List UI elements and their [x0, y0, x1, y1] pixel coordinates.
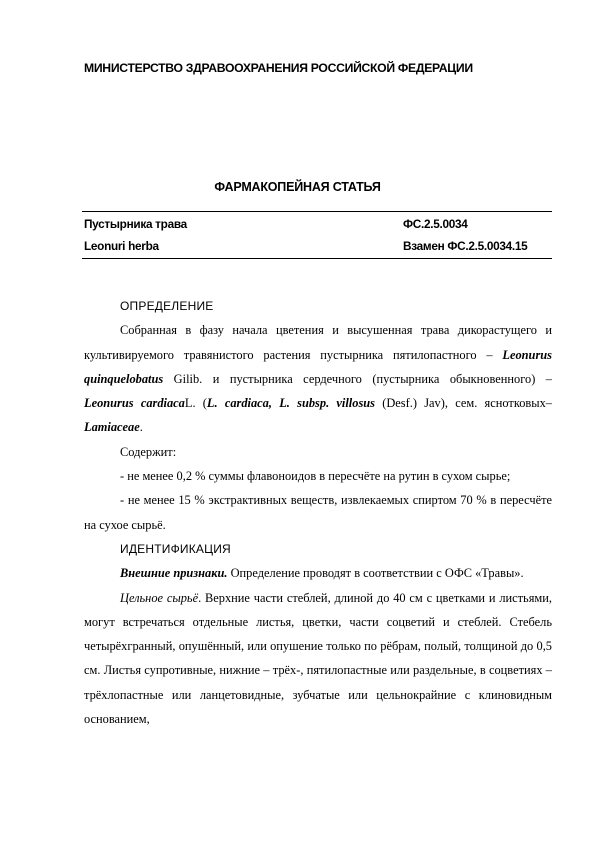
meta-row-name	[84, 217, 552, 235]
text-run: Gilib. и пустырника сердечного (пустырника обыкновенного) –	[163, 371, 552, 386]
divider-bottom	[82, 258, 552, 259]
definition-paragraph	[84, 318, 552, 439]
section-heading-identification: ИДЕНТИФИКАЦИЯ	[120, 541, 231, 556]
text-run: Собранная в фазу начала цветения и высушенная трава дикорастущего и культивируемого травянистого растения пустырника пятилопастного –	[84, 323, 552, 362]
species-name: Leonurus quinquelobatus	[84, 347, 552, 386]
text-run: (Desf.) Jav), сем. яснотковых–	[374, 396, 552, 411]
meta-row-latin	[84, 239, 552, 257]
article-body	[84, 294, 552, 731]
external-features-paragraph	[84, 561, 552, 585]
whole-raw-material-label: Цельное сырьё	[120, 590, 199, 605]
ministry-title: МИНИСТЕРСТВО ЗДРАВООХРАНЕНИЯ РОССИЙСКОЙ ФЕДЕРАЦИИ	[84, 61, 473, 75]
document-type: ФАРМАКОПЕЙНАЯ СТАТЬЯ	[214, 180, 381, 194]
contains-label: Содержит:	[120, 444, 177, 459]
whole-raw-material-paragraph	[84, 586, 552, 732]
text-run: L. (	[184, 396, 207, 411]
species-name: L. cardiaca, L. subsp. villosus	[206, 396, 375, 411]
content-item: - не менее 15 % экстрактивных веществ, извлекаемых спиртом 70 % в пересчёте на сухое сырьё.	[84, 493, 552, 532]
divider-top	[82, 211, 552, 212]
article-code: ФС.2.5.0034	[403, 217, 468, 231]
text-run: Определение проводят в соответствии с ОФС «Травы».	[227, 566, 524, 581]
species-name: Leonurus cardiaca	[84, 396, 185, 411]
herb-name-lat: Leonuri herba	[84, 239, 159, 253]
herb-name-ru: Пустырника трава	[84, 217, 187, 231]
family-name: Lamiaceae	[84, 420, 140, 435]
text-run: .	[139, 420, 143, 435]
content-item: - не менее 0,2 % суммы флавоноидов в пересчёте на рутин в сухом сырье;	[120, 469, 511, 484]
section-heading-definition: ОПРЕДЕЛЕНИЕ	[120, 299, 214, 313]
replaces-code: Взамен ФС.2.5.0034.15	[403, 239, 528, 253]
text-run: . Верхние части стеблей, длиной до 40 см с цветками и листьями, могут встречаться отдельные листья, цветки, части соцветий и стеблей. Стебель четырёхгранный, опушённый, или опушение только по рёбрам, полый, толщиной до 0,5 см. Листья супротивные, нижние – трёх-, пятилопастные или раздельные, в соцветиях – трёхлопастные или ланцетовидные, зубчатые или цельнокрайние с клиновидным основанием,	[84, 590, 552, 727]
external-features-label: Внешние признаки.	[120, 566, 228, 581]
